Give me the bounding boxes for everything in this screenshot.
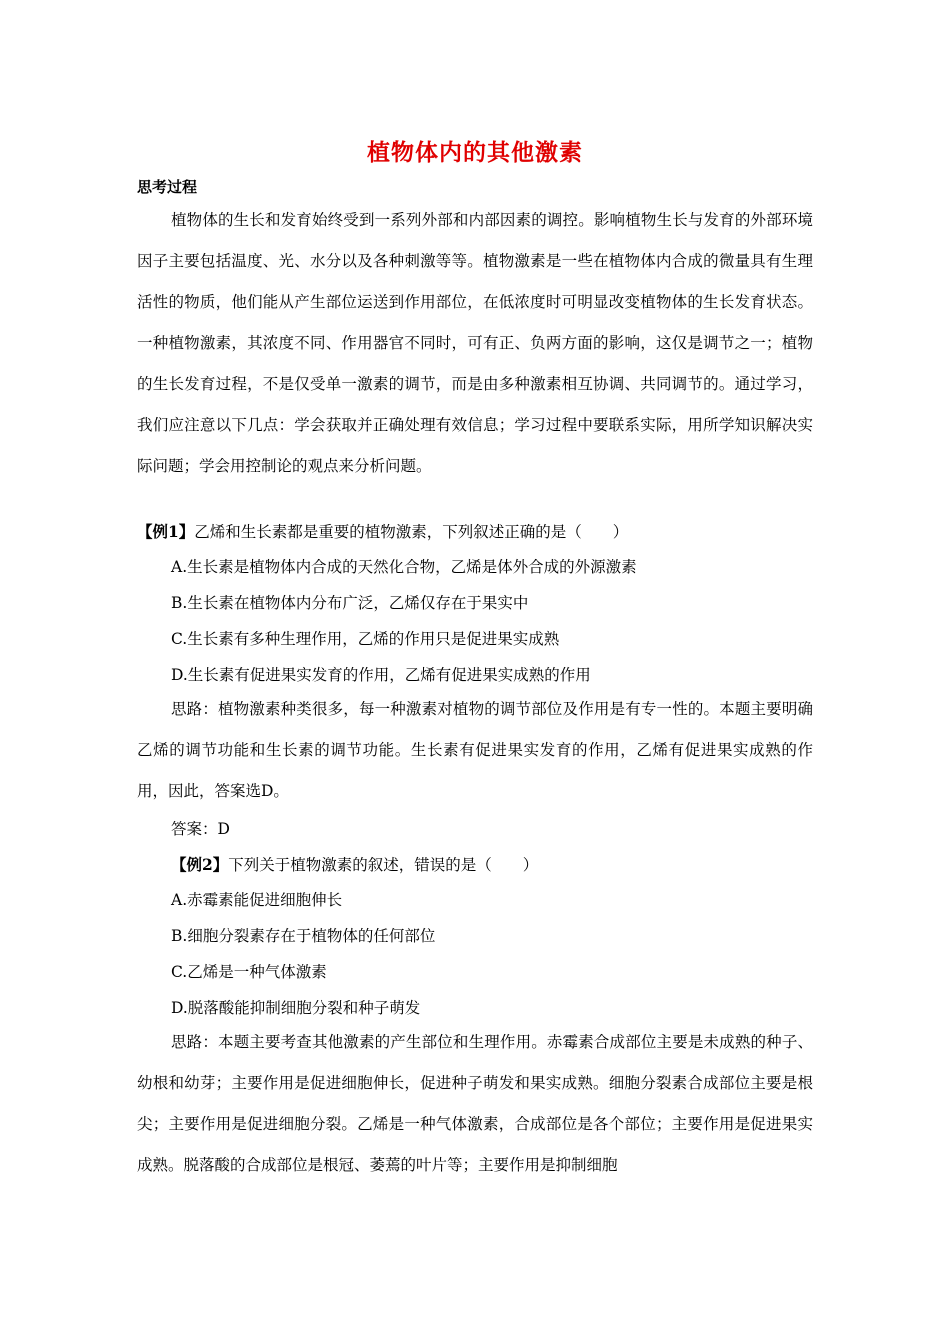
example-2-reasoning: 思路：本题主要考查其他激素的产生部位和生理作用。赤霉素合成部位主要是未成熟的种子、幼根和幼芽；主要作用是促进细胞伸长，促进种子萌发和果实成熟。细胞分裂素合成部位主要是根尖；主要作用是促进细胞分裂。乙烯是一种气体激素，合成部位是各个部位；主要作用是促进果实成熟。脱落酸的合成部位是根冠、萎蔫的叶片等；主要作用是抑制细胞 (137, 1033, 813, 1174)
example-1-tag: 【例1】 (137, 522, 195, 541)
example-2-tag: 【例2】 (171, 855, 229, 874)
example-1-question (137, 522, 628, 542)
example-1-option-b: B.生长素在植物体内分布广泛，乙烯仅存在于果实中 (171, 594, 529, 612)
example-1-option-c: C.生长素有多种生理作用，乙烯的作用只是促进果实成熟 (171, 630, 560, 648)
example-1-question-text: 乙烯和生长素都是重要的植物激素，下列叙述正确的是（ ） (194, 523, 629, 541)
example-2-option-d: D.脱落酸能抑制细胞分裂和种子萌发 (171, 999, 421, 1017)
example-2-question-text: 下列关于植物激素的叙述，错误的是（ ） (228, 856, 539, 874)
section-heading: 思考过程 (137, 178, 198, 196)
example-1-reasoning: 思路：植物激素种类很多，每一种激素对植物的调节部位及作用是有专一性的。本题主要明确乙烯的调节功能和生长素的调节功能。生长素有促进果实发育的作用，乙烯有促进果实成熟的作用，因此，答案选D。 (137, 700, 813, 800)
example-2-option-c: C.乙烯是一种气体激素 (171, 963, 327, 981)
example-1-option-d: D.生长素有促进果实发育的作用，乙烯有促进果实成熟的作用 (171, 666, 591, 684)
intro-paragraph: 植物体的生长和发育始终受到一系列外部和内部因素的调控。影响植物生长与发育的外部环境因子主要包括温度、光、水分以及各种刺激等等。植物激素是一些在植物体内合成的微量具有生理活性的物质，他们能从产生部位运送到作用部位，在低浓度时可明显改变植物体的生长发育状态。一种植物激素，其浓度不同、作用器官不同时，可有正、负两方面的影响，这仅是调节之一；植物的生长发育过程，不是仅受单一激素的调节，而是由多种激素相互协调、共同调节的。通过学习，我们应注意以下几点：学会获取并正确处理有效信息；学习过程中要联系实际，用所学知识解决实际问题；学会用控制论的观点来分析问题。 (137, 211, 813, 475)
example-2-option-b: B.细胞分裂素存在于植物体的任何部位 (171, 927, 436, 945)
example-1-answer: 答案：D (171, 820, 230, 838)
document-title: 植物体内的其他激素 (367, 140, 583, 166)
example-1-option-a: A.生长素是植物体内合成的天然化合物，乙烯是体外合成的外源激素 (171, 558, 637, 576)
example-2-question (171, 855, 538, 875)
example-2-option-a: A.赤霉素能促进细胞伸长 (171, 891, 343, 909)
